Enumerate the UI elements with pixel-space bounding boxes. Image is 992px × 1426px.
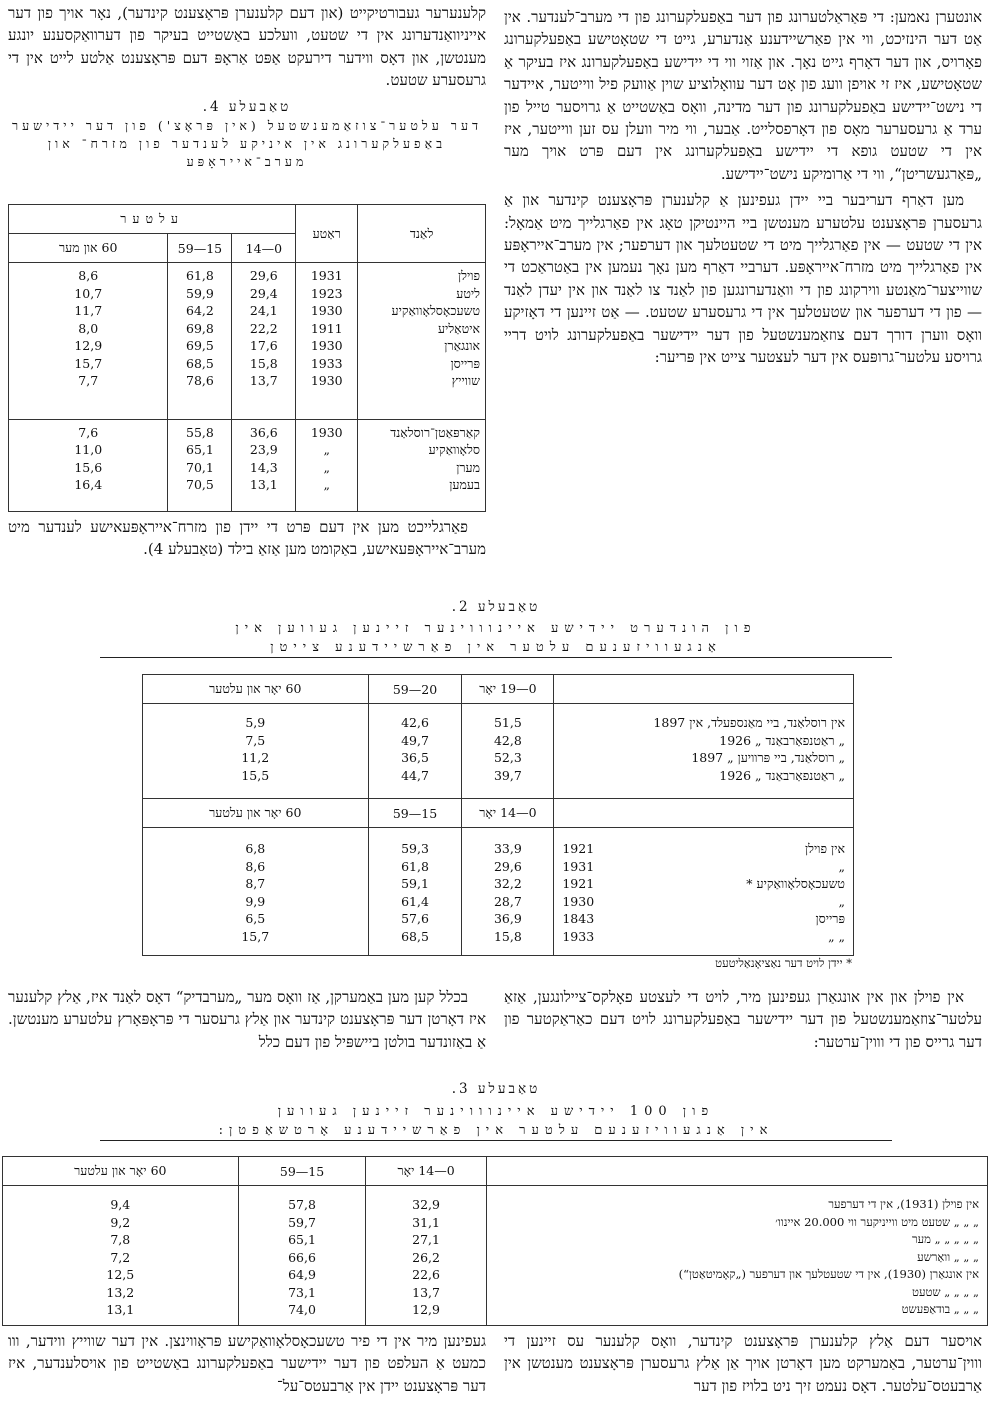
- paragraph: פאַרגלייכט מען אין דעם פּרט די יידן פון מזרח־אייראָפּעאישע לענדער מיט מערב־אייראָפּעאישע, באַקומט מען אַזאַ בילד (טאַבעלע 4).: [8, 518, 486, 559]
- col-header-15-59: 15—59: [168, 234, 232, 263]
- table2-title: [100, 598, 892, 617]
- mid-right-column: [504, 986, 982, 1078]
- values-c2-cell: 59,3 61,8 59,1 61,4 57,6 68,5: [368, 828, 462, 956]
- table-row-group1: [9, 263, 486, 420]
- table2-subtitle: [100, 619, 892, 658]
- col-header-60: 60 יאָר און עלטער: [143, 799, 369, 828]
- table1-subtitle-text: דער עלטער־צוזאַמענשטעל (אין פּראָצ') פון דער יידישער באַפעלקערונג אין איניקע לענדער פון מזרח־ און מערב־אייראָפּע: [11, 118, 483, 169]
- place-labels: אין פוילן „ טשעכאָסלאָוואַקיע * „ פּרייסן „ „: [746, 841, 845, 944]
- bottom-left-column: [8, 1330, 486, 1422]
- mid-left-column: [8, 986, 486, 1078]
- countries-cell: פוילן ליטע טשעכאָסלאָוואַקיע איטאַליע אונגאַרן פּרייסן שווייץ: [358, 263, 486, 420]
- values-c1-cell: 51,5 42,8 52,3 39,7: [462, 704, 554, 799]
- table1-subtitle: [8, 117, 486, 171]
- table-row-top: [143, 704, 854, 799]
- values-15-59-cell: 61,8 59,9 64,2 69,8 69,5 68,5 78,6: [168, 263, 232, 420]
- values-0-14-cell: 29,6 29,4 24,1 22,2 17,6 15,8 13,7: [232, 263, 296, 420]
- col-header-60: 60 יאָר און עלטער: [143, 675, 369, 704]
- col-header-20-59: 20—59: [368, 675, 462, 704]
- table2-subtitle-line1: פון הונדערט יידישע איינוווינער זיינען געווען אין: [235, 621, 757, 636]
- col-header-0-19: 0—19 יאָר: [462, 675, 554, 704]
- table3-subtitle: [100, 1102, 892, 1141]
- col-header-0-14: 0—14 יאָר: [366, 1157, 486, 1186]
- top-right-column: [504, 6, 982, 596]
- values-c1-cell: 33,9 29,6 32,2 28,7 36,9 15,8: [462, 828, 554, 956]
- col-header-0-14: 0—14: [232, 234, 296, 263]
- table-row: [3, 1186, 988, 1326]
- col-header-15-59: 15—59: [238, 1157, 366, 1186]
- table2-number: טאַבעלע 2.: [451, 599, 541, 615]
- col-header-year: ראַטע: [296, 205, 358, 263]
- values-c2-cell: 42,6 49,7 36,5 44,7: [368, 704, 462, 799]
- year-labels: 1921 1931 1921 1930 1843 1933: [562, 841, 595, 944]
- table1: [8, 204, 486, 512]
- paragraph: געפינען מיר אין די פיר טשעכאָסלאָוואַקישע פּראָווינצן. אין דער שווייץ ווידער, ווו כמעט אַ העלפט פון דער יידישער באַפעלקערונג באַשטייט פון אויסלענדער, איז דער פּראָצענט יידן אין אַרבעטס־על־: [8, 1332, 486, 1395]
- col-header-15-59: 15—59: [368, 799, 462, 828]
- values-15-59-cell: 55,8 65,1 70,1 70,5: [168, 419, 232, 511]
- table3-title: [100, 1080, 892, 1099]
- top-left-column-lower: [8, 516, 486, 586]
- table3: [2, 1156, 988, 1326]
- paragraph: אין פוילן און אין אונגאַרן געפינען מיר, לויט די לעצטע פאָלקס־ציילונגען, אַזאַ עלטער־צוזאַמענשטעל פון דער יידישער באַפעלקערונג לויט דעם כאַראַקטער פון דער גרייס פון די וווין־ערטער:: [504, 988, 982, 1051]
- values-c3-cell: 5,9 7,5 11,2 15,5: [143, 704, 369, 799]
- col-header-age: עלטער: [9, 205, 296, 234]
- col-header-60: 60 יאָר און עלטער: [3, 1157, 239, 1186]
- values-60-cell: 7,6 11,0 15,6 16,4: [9, 419, 168, 511]
- values-0-14-cell: 36,6 23,9 14,3 13,1: [232, 419, 296, 511]
- table3-subtitle-line2: אין אַנגעוויזענעם עלטער אין פאַרשיידענע אָרטשאַפטן:: [100, 1121, 892, 1141]
- empty-header: [554, 675, 854, 704]
- labels-cell: אין רוסלאַנד, ביי מאַנספעלד, אין 1897 „ ראַטנפאַרבאַנד „ 1926 „ רוסלאַנד, ביי פּרוויען „ 1897 „ ראַטנפאַרבאַנד „ 1926: [554, 704, 854, 799]
- table1-number: טאַבעלע 4.: [202, 99, 292, 115]
- values-c1-cell: 32,9 31,1 27,1 26,2 22,6 13,7 12,9: [366, 1186, 486, 1326]
- table3-subtitle-line1: פון 100 יידישע איינוווינער זיינען געווען: [277, 1104, 715, 1119]
- table3-number: טאַבעלע 3.: [451, 1081, 541, 1097]
- table2: [142, 674, 854, 956]
- top-left-column-upper: [8, 2, 486, 94]
- labels-cell: אין פוילן (1931), אין די דערפער „ „ „ שטעט מיט ווייניקער ווי 20.000 איינוו׳ „ „ „ „ „ מער „ „ „ וואַרשע אין אונגאַרן (1930), אין די שטעטלעך און דערפער („קאָמיטאַטן“) „ „ „ „ שטעט „ „ „ בודאַפּעשט: [486, 1186, 987, 1326]
- values-60-cell: 8,6 10,7 11,7 8,0 12,9 15,7 7,7: [9, 263, 168, 420]
- bottom-right-column: [504, 1330, 982, 1422]
- table-row-bottom: [143, 828, 854, 956]
- col-header-land: לאַנד: [358, 205, 486, 263]
- years-cell: 1930 „ „ „: [296, 419, 358, 511]
- paragraph: מען דאַרף דעריבער ביי יידן געפינען אַ קלענערן פּראָצענט קינדער און אַ גרעסערן פּראָצענט עלטערע מענטשן ביי היינטיקן טאָג אין פאַרגלייך מיט אַמאָל: אין די שטעט — אין פאַרגלייך מיט די שטעטלעך און דערפער; אין מערב־אייראָפּע אין פאַרגלייך מיט מזרח־אייראָפּע. דערביי דאַרף מען נאָך נעמען אין באַטראַכט די שווייצער־מאַנטע ווירקונג פון די וואַנדערונגען פון לאַנד צו לאַנד און אין יעדן לאַנד — פון די דערפער און שטעטלעך אין די גרעסערע שטעט. — אַט זיינען די דאָזיקע וואָס ווערן דורך דעם צוזאַמענשטעל פון דער יידישער באַפעלקערונג לויט דריי גרויסע עלטער־גרופּעס אין דער לעצטער צייט אין פּריער:: [504, 191, 982, 367]
- empty-header: [486, 1157, 987, 1186]
- labels-cell: [554, 828, 854, 956]
- years-cell: 1931 1923 1930 1911 1930 1933 1930: [296, 263, 358, 420]
- values-c3-cell: 6,8 8,6 8,7 9,9 6,5 15,7: [143, 828, 369, 956]
- paragraph: אונטערן נאמען: די פּאַראַלטערונג פון דער באַפעלקערונג פון די מערב־לענדער. אין אַט דער הינזיכט, ווי אין פאַרשיידענע אַנדערע, גייט די שטאָטישע באַפעלקערונג פאָרויס, און דער דאָרף גייט נאָך. און אַזוי ווי די יידישע באַפעלקערונג איז בעיקר אַ שטאָטישע, איז זי אויפן וועג פון אָט דער עוואָלוציע שוין אַוועק פיל ווייטער, איידער די נישט־יידישע באַפעלקערונג פון דער מדינה, וואָס באַשטייט אַ גרויסער טייל פון ערד אַ גרעסערער מאָס פון דאָרפסלייט. אַבער, ווי מיר וועלן עס זען ווייטער, איז אין די שטעט גופא די יידישע באַפעלקערונג אין דעם פּרט אויך מער „פּאַרגעשריטן“, ווי די אַרומיקע נישט־יידישע.: [504, 8, 982, 183]
- table2-footnote: * יידן לויט דער נאַציאָנאַליטעט: [715, 956, 852, 970]
- values-c2-cell: 57,8 59,7 65,1 66,6 64,9 73,1 74,0: [238, 1186, 366, 1326]
- paragraph: קלענערער געבורטיקייט (און דעם קלענערן פּראָצענט קינדער), נאָר אויך פון דער אייניוואַנדערונג אין די שטעט, וועלכע באַשטייט בעיקר פון דערוואַקסענע יונגע מענטשן, און דאָס ווידער דירעקט אַפּט אַראָפּ דעם פּראָצענט אַלטע לייט אין די גרעסערע שטעט.: [8, 4, 486, 90]
- paragraph: בכלל קען מען באַמערקן, אַז וואָס מער „מערבדיק“ דאָס לאַנד איז, אַלץ קלענער איז דאָרטן דער פּראָצענט קינדער און אַלץ גרעסער די פּראָפּאָרץ עלטערע מענטשן. אַ באַזונדער בולטן ביישפּיל פון דעם כלל: [8, 988, 486, 1051]
- paragraph: אויסער דעם אַלץ קלענערן פּראָצענט קינדער, וואָס קלענער עס זיינען די וווין־ערטער, באַמערקט מען דאָרטן אויך אַן אַלץ גרעסערן פּראָצענט מענטשן אין אַרבעטס־עלטער. דאָס נעמט זיך ניט בלויז פון דער: [504, 1332, 982, 1395]
- table-row-group2: [9, 419, 486, 511]
- table2-subtitle-line2: אַנגעוויזענעם עלטער אין פאַרשיידענע צייטן: [100, 638, 892, 658]
- countries-cell: קאַרפּאַטן־רוסלאַנד סלאָוואַקיע מערן בעמען: [358, 419, 486, 511]
- empty-header: [554, 799, 854, 828]
- col-header-60: 60 און מער: [9, 234, 168, 263]
- col-header-0-14: 0—14 יאָר: [462, 799, 554, 828]
- values-c3-cell: 9,4 9,2 7,8 7,2 12,5 13,2 13,1: [3, 1186, 239, 1326]
- table1-title: [8, 98, 486, 117]
